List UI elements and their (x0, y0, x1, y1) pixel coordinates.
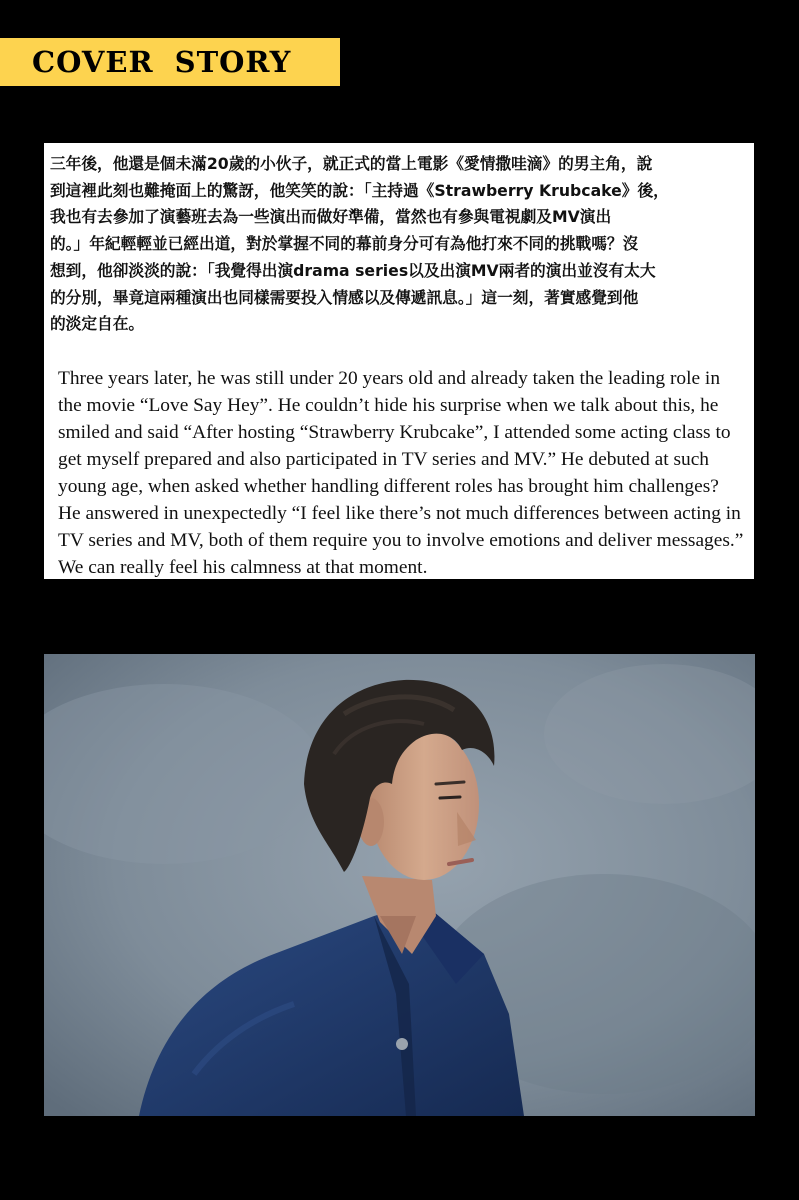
jacket-button (396, 1038, 408, 1050)
article-paragraph-english: Three years later, he was still under 20 years old and already taken the leading role in the movie “Love Say Hey”. He couldn’t hide his surprise when we talk about this, he smiled and said “After hosting “Strawberry Krubcake”, I attended some acting class to get myself prepared and also participated in TV series and MV.” He debuted at such young age, when asked whether handling different roles has brought him challenges? He answered in unexpectedly “I feel like there’s not much differences between acting in TV series and MV, both of them require you to involve emotions and deliver messages.” We can really feel his calmness at that moment. (58, 368, 744, 578)
section-banner (0, 38, 340, 86)
cover-photo (44, 654, 755, 1116)
portrait-illustration (44, 654, 755, 1116)
section-title: COVER STORY (32, 45, 292, 79)
article-paragraph-chinese: 三年後，他還是個未滿20歲的小伙子，就正式的當上電影《愛情撒哇滴》的男主角，說 到這裡此刻也難掩面上的驚訝，他笑笑的說：「主持過《Strawberry Krubcake》後， 我也有去參加了演藝班去為一些演出而做好準備，當然也有參與電視劇及MV演出 的。」年紀輕輕並已經出道，對於掌握不同的幕前身分可有為他打來不同的挑戰嗎？沒 想到，他卻淡淡的說：「我覺得出演drama series以及出演MV兩者的演出並沒有太大 的分別，畢竟這兩種演出也同樣需要投入情感以及傳遞訊息。」這一刻，著實感覺到他 的淡定自在。 (50, 154, 669, 334)
article-text-panel (44, 143, 754, 579)
